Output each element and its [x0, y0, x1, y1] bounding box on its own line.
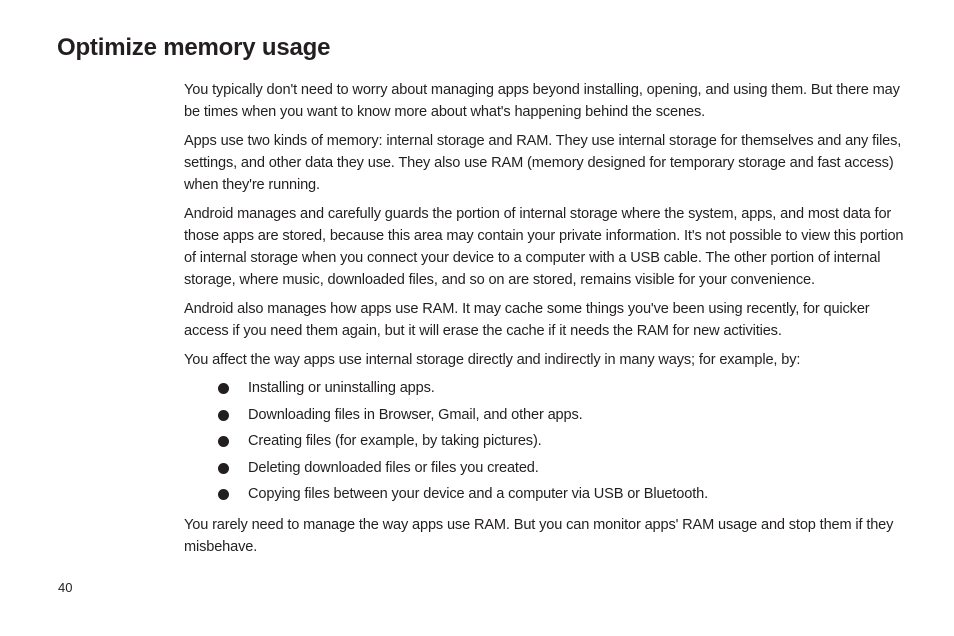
body-column [184, 79, 912, 565]
list-item [184, 455, 912, 482]
bullet-icon [218, 410, 229, 421]
paragraph-closing: You rarely need to manage the way apps use RAM. But you can monitor apps' RAM usage and stop them if they misbehave. [184, 516, 894, 555]
list-item [184, 481, 912, 508]
list-item-text: Creating files (for example, by taking pictures). [248, 433, 542, 449]
list-item-text: Downloading files in Browser, Gmail, and other apps. [248, 406, 583, 423]
paragraph-memory-kinds: Apps use two kinds of memory: internal storage and RAM. They use internal storage for themselves and any files, settings, and other data they use. They also use RAM (memory designed for temporary storage and fast access) when they're running. [184, 133, 902, 193]
bullet-icon [218, 489, 229, 500]
paragraph-internal-storage: Android manages and carefully guards the portion of internal storage where the system, apps, and most data for those apps are stored, because this area may contain your private information. It's not possible to view this portion of internal storage when you connect your device to a computer with a USB cable. The other portion of internal storage, where music, downloaded files, and so on are stored, remains visible for your convenience. [184, 206, 904, 288]
bullet-icon [218, 436, 229, 447]
paragraph-storage-usage: You affect the way apps use internal storage directly and indirectly in many ways; for example, by: [184, 352, 801, 368]
list-item [184, 428, 912, 455]
paragraph-intro: You typically don't need to worry about managing apps beyond installing, opening, and using them. But there may be times when you want to know more about what's happening behind the scenes. [184, 82, 900, 120]
bullet-icon [218, 463, 229, 474]
list-item-text: Copying files between your device and a computer via USB or Bluetooth. [248, 486, 709, 502]
list-item-text: Deleting downloaded files or files you created. [248, 459, 539, 476]
paragraph-ram: Android also manages how apps use RAM. It may cache some things you've been using recently, for quicker access if you need them again, but it will erase the cache if it needs the RAM for new activities. [184, 301, 870, 339]
bullet-icon [218, 383, 229, 394]
page-title: Optimize memory usage [57, 34, 331, 61]
list-item [184, 375, 912, 402]
page-number: 40 [58, 580, 73, 595]
list-item [184, 402, 912, 429]
list-item-text: Installing or uninstalling apps. [248, 380, 435, 396]
bullet-list [184, 375, 912, 508]
